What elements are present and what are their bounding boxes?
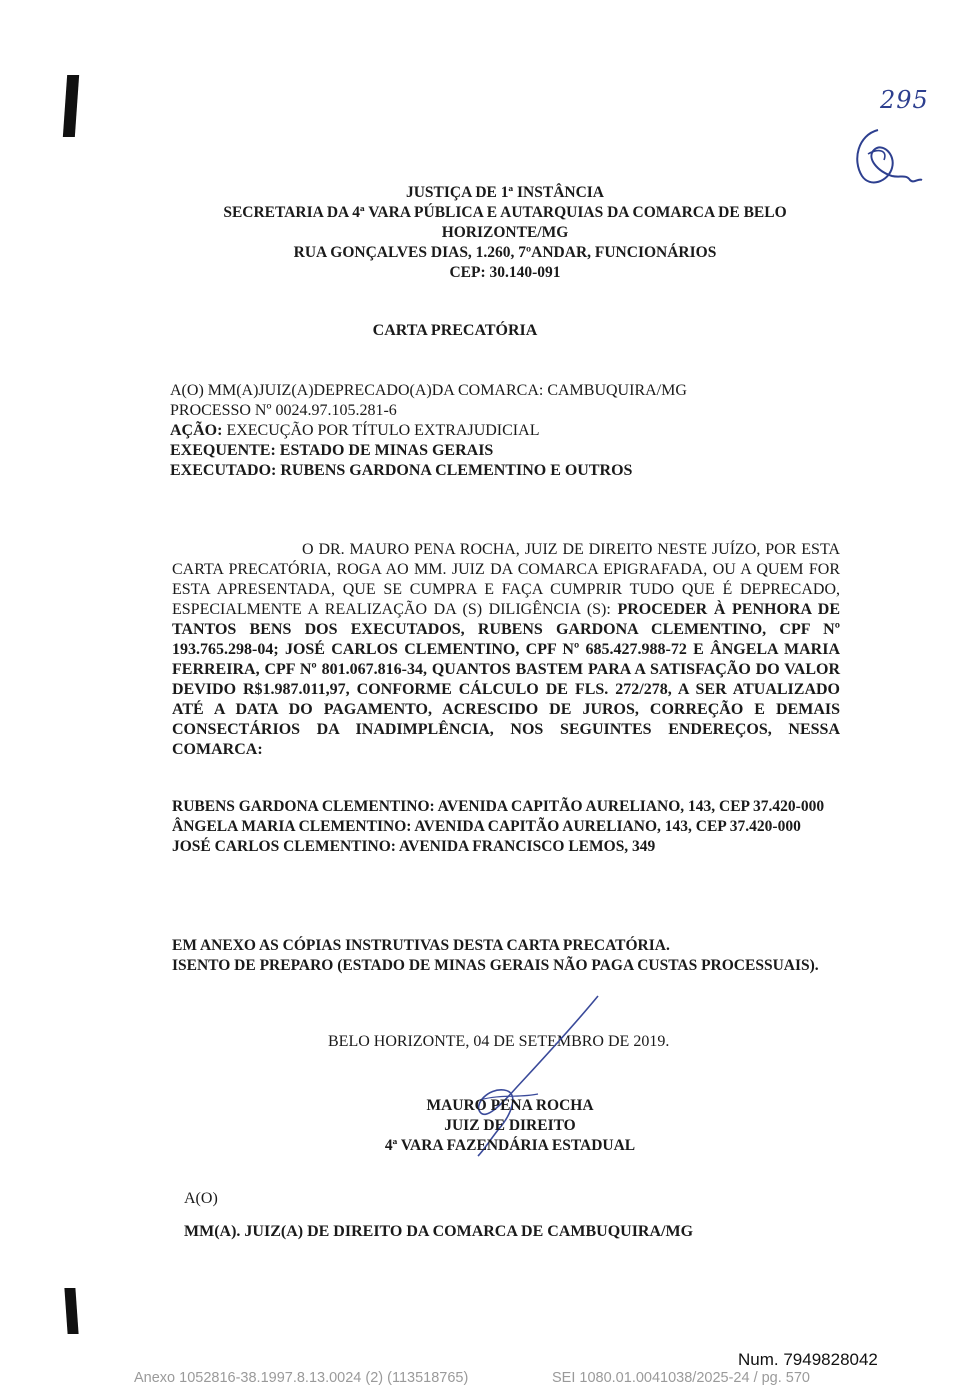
scan-registration-mark-top [63, 75, 79, 137]
annex-reference: Anexo 1052816-38.1997.8.13.0024 (2) (113518765) [134, 1370, 469, 1386]
header-line: SECRETARIA DA 4ª VARA PÚBLICA E AUTARQUIAS DA COMARCA DE BELO [223, 204, 787, 221]
signer-name: MAURO PENA ROCHA [426, 1097, 594, 1114]
address-item: RUBENS GARDONA CLEMENTINO: AVENIDA CAPITÃO AURELIANO, 143, CEP 37.420-000 [172, 798, 825, 815]
address-list [172, 797, 840, 857]
header-line: HORIZONTE/MG [441, 224, 569, 241]
defendant-line: EXECUTADO: RUBENS GARDONA CLEMENTINO E OUTROS [170, 462, 633, 479]
action-label: AÇÃO: [170, 422, 223, 439]
action-value: EXECUÇÃO POR TÍTULO EXTRAJUDICIAL [226, 422, 540, 439]
annex-line: EM ANEXO AS CÓPIAS INSTRUTIVAS DESTA CARTA PRECATÓRIA. [172, 937, 670, 954]
document-title: CARTA PRECATÓRIA [372, 322, 538, 339]
signer-block [340, 1096, 680, 1156]
letter-body [172, 540, 840, 760]
addressee-prefix: A(O) [184, 1190, 218, 1207]
body-request: PROCEDER À PENHORA DE TANTOS BENS DOS EXECUTADOS, RUBENS GARDONA CLEMENTINO, CPF Nº 193.765.298-04; JOSÉ CARLOS CLEMENTINO, CPF Nº 685.427.988-72 E ÂNGELA MARIA FERREIRA, CPF Nº 801.067.816-34, QUANTOS BASTEM PARA A SATISFAÇÃO DO VALOR DEVIDO R$1.987.011,97, CONFORME CÁLCULO DE FLS. 272/278, A SER ATUALIZADO ATÉ A DATA DO PAGAMENTO, ACRESCIDO DE JUROS, CORREÇÃO E DEMAIS CONSECTÁRIOS DA INADIMPLÊNCIA, NOS SEGUINTES ENDEREÇOS, NESSA COMARCA: [172, 601, 840, 758]
body-intro: O DR. MAURO PENA ROCHA, JUIZ DE DIREITO NESTE JUÍZO, POR ESTA CARTA PRECATÓRIA, ROGA AO MM. JUIZ DA COMARCA EPIGRAFADA, OU A QUEM FOR ESTA APRESENTADA, QUE SE CUMPRA E FAÇA CUMPRIR TUDO QUE É DEPRECADO, ESPECIALMENTE A REALIZAÇÃO DA (S) DILIGÊNCIA (S): [172, 541, 840, 618]
recipient-line: A(O) MM(A)JUIZ(A)DEPRECADO(A)DA COMARCA: CAMBUQUIRA/MG [170, 382, 687, 399]
case-info [170, 381, 850, 481]
signer-court: 4ª VARA FAZENDÁRIA ESTADUAL [384, 1137, 636, 1154]
annex-line: ISENTO DE PREPARO (ESTADO DE MINAS GERAIS NÃO PAGA CUSTAS PROCESSUAIS). [172, 957, 819, 974]
action-line [170, 421, 850, 441]
header-line: JUSTIÇA DE 1ª INSTÂNCIA [405, 184, 604, 201]
signer-role: JUIZ DE DIREITO [444, 1117, 576, 1134]
scan-registration-mark-bottom [64, 1288, 78, 1334]
addressee-name: MM(A). JUIZ(A) DE DIREITO DA COMARCA DE CAMBUQUIRA/MG [184, 1223, 694, 1240]
handwritten-rubric [848, 120, 928, 200]
place-date: BELO HORIZONTE, 04 DE SETEMBRO DE 2019. [328, 1033, 670, 1050]
header-line: CEP: 30.140-091 [449, 264, 561, 281]
address-item: JOSÉ CARLOS CLEMENTINO: AVENIDA FRANCISCO LEMOS, 349 [172, 838, 656, 855]
address-item: ÂNGELA MARIA CLEMENTINO: AVENIDA CAPITÃO AURELIANO, 143, CEP 37.420-000 [172, 818, 801, 835]
document-number: Num. 7949828042 [738, 1350, 878, 1369]
plaintiff-line: EXEQUENTE: ESTADO DE MINAS GERAIS [170, 442, 494, 459]
sei-reference: SEI 1080.01.0041038/2025-24 / pg. 570 [552, 1370, 810, 1386]
court-header [170, 183, 840, 283]
process-number: PROCESSO Nº 0024.97.105.281-6 [170, 402, 397, 419]
annex-notes [172, 936, 842, 976]
handwritten-page-number: 295 [880, 86, 929, 114]
header-line: RUA GONÇALVES DIAS, 1.260, 7ºANDAR, FUNCIONÁRIOS [293, 244, 717, 261]
